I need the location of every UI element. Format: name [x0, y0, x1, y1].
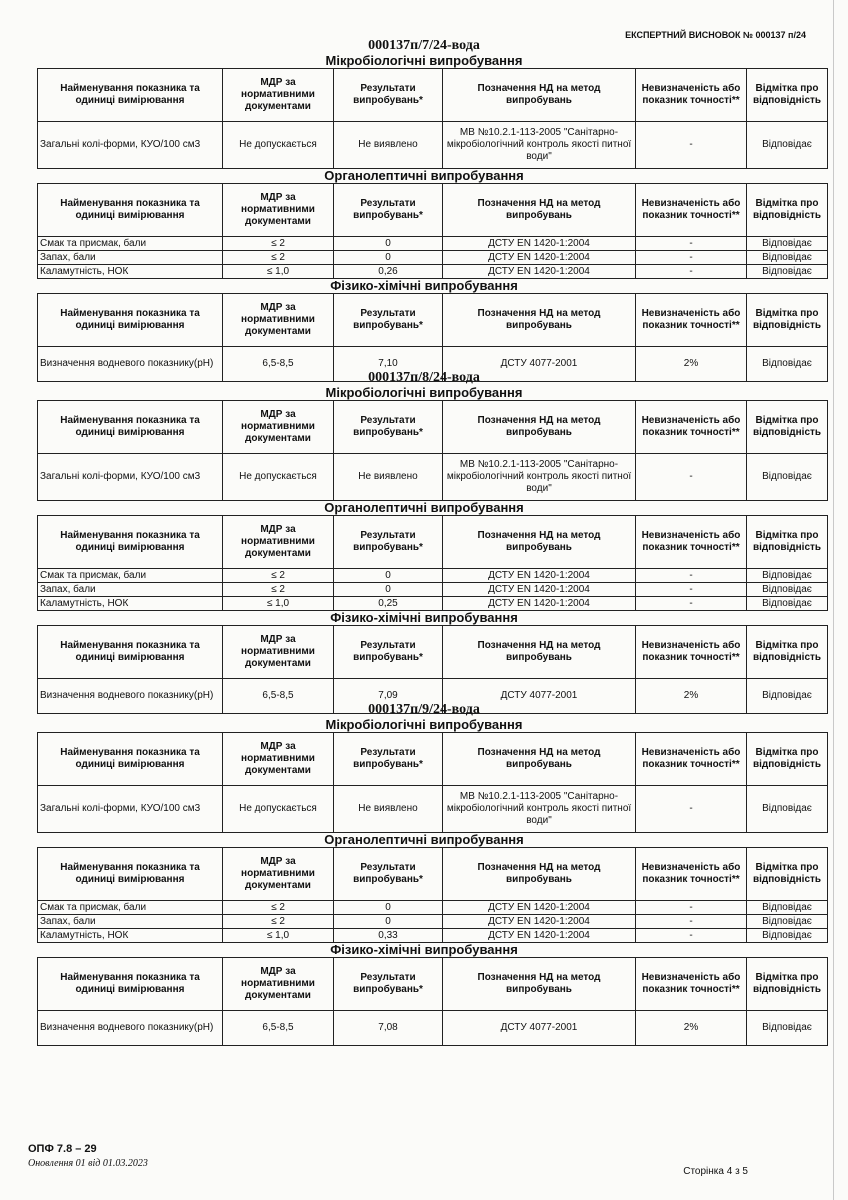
cell-mdr: 6,5-8,5	[223, 347, 334, 382]
column-header: Позначення НД на метод випробувань	[443, 184, 636, 237]
cell-mark: Відповідає	[747, 454, 828, 501]
cell-mark: Відповідає	[747, 122, 828, 169]
cell-method: ДСТУ 4077-2001	[443, 1011, 636, 1046]
cell-uncert: 2%	[636, 347, 747, 382]
organo-section-title: Органолептичні випробування	[324, 168, 524, 183]
cell-mark: Відповідає	[747, 583, 828, 597]
cell-uncert: -	[636, 901, 747, 915]
cell-result: 0	[334, 251, 443, 265]
cell-mdr: ≤ 1,0	[223, 597, 334, 611]
column-header: Невизначеність або показник точності**	[636, 516, 747, 569]
table-header-row	[38, 184, 828, 237]
physchem-table	[37, 625, 828, 714]
column-header: Найменування показника та одиниці вимірювання	[38, 516, 223, 569]
cell-name: Запах, бали	[38, 915, 223, 929]
column-header: Невизначеність або показник точності**	[636, 848, 747, 901]
column-header: Позначення НД на метод випробувань	[443, 294, 636, 347]
cell-result: 0	[334, 237, 443, 251]
physchem-section-title: Фізико-хімічні випробування	[330, 942, 518, 957]
cell-method: ДСТУ EN 1420-1:2004	[443, 929, 636, 943]
footer-form-code: ОПФ 7.8 – 29	[28, 1143, 97, 1155]
sample-title: 000137п/7/24-вода	[368, 38, 480, 53]
cell-name: Каламутність, НОК	[38, 265, 223, 279]
column-header: Результати випробувань*	[334, 626, 443, 679]
organo-table	[37, 515, 828, 611]
cell-mark: Відповідає	[747, 929, 828, 943]
cell-name: Каламутність, НОК	[38, 597, 223, 611]
cell-result: Не виявлено	[334, 122, 443, 169]
cell-name: Визначення водневого показнику(pH)	[38, 347, 223, 382]
physchem-section-title: Фізико-хімічні випробування	[330, 278, 518, 293]
cell-uncert: -	[636, 583, 747, 597]
table-row	[38, 901, 828, 915]
cell-method: ДСТУ 4077-2001	[443, 679, 636, 714]
cell-mdr: ≤ 2	[223, 251, 334, 265]
cell-mdr: Не допускається	[223, 786, 334, 833]
column-header: Результати випробувань*	[334, 184, 443, 237]
cell-mark: Відповідає	[747, 901, 828, 915]
cell-result: Не виявлено	[334, 786, 443, 833]
cell-result: 0,33	[334, 929, 443, 943]
cell-mdr: ≤ 1,0	[223, 265, 334, 279]
table-header-row	[38, 516, 828, 569]
cell-method: ДСТУ EN 1420-1:2004	[443, 265, 636, 279]
sample-title: 000137п/9/24-вода	[368, 702, 480, 717]
column-header: Невизначеність або показник точності**	[636, 958, 747, 1011]
table-row	[38, 597, 828, 611]
column-header: МДР за нормативними документами	[223, 958, 334, 1011]
column-header: Невизначеність або показник точності**	[636, 69, 747, 122]
cell-mdr: ≤ 2	[223, 583, 334, 597]
micro-section-title: Мікробіологічні випробування	[325, 53, 523, 68]
physchem-table	[37, 957, 828, 1046]
cell-mark: Відповідає	[747, 597, 828, 611]
table-row	[38, 1011, 828, 1046]
sample-block	[0, 702, 848, 1046]
column-header: МДР за нормативними документами	[223, 184, 334, 237]
column-header: Найменування показника та одиниці вимірювання	[38, 958, 223, 1011]
cell-mark: Відповідає	[747, 265, 828, 279]
cell-name: Визначення водневого показнику(pH)	[38, 679, 223, 714]
column-header: Найменування показника та одиниці вимірювання	[38, 733, 223, 786]
cell-mdr: Не допускається	[223, 122, 334, 169]
column-header: Результати випробувань*	[334, 69, 443, 122]
column-header: Найменування показника та одиниці вимірювання	[38, 294, 223, 347]
cell-result: 7,10	[334, 347, 443, 382]
table-header-row	[38, 294, 828, 347]
column-header: Результати випробувань*	[334, 733, 443, 786]
column-header: Результати випробувань*	[334, 516, 443, 569]
cell-mdr: ≤ 2	[223, 901, 334, 915]
column-header: Результати випробувань*	[334, 958, 443, 1011]
cell-method: ДСТУ 4077-2001	[443, 347, 636, 382]
column-header: Відмітка про відповідність	[747, 401, 828, 454]
cell-name: Загальні колі-форми, КУО/100 см3	[38, 786, 223, 833]
column-header: МДР за нормативними документами	[223, 401, 334, 454]
footer-update-note: Оновлення 01 від 01.03.2023	[28, 1158, 148, 1169]
column-header: Найменування показника та одиниці вимірювання	[38, 848, 223, 901]
cell-mark: Відповідає	[747, 347, 828, 382]
cell-uncert: -	[636, 569, 747, 583]
organo-section-title: Органолептичні випробування	[324, 500, 524, 515]
cell-name: Запах, бали	[38, 583, 223, 597]
table-row	[38, 929, 828, 943]
cell-mdr: ≤ 2	[223, 569, 334, 583]
cell-name: Загальні колі-форми, КУО/100 см3	[38, 454, 223, 501]
cell-name: Визначення водневого показнику(pH)	[38, 1011, 223, 1046]
table-row	[38, 122, 828, 169]
table-row	[38, 569, 828, 583]
column-header: Невизначеність або показник точності**	[636, 626, 747, 679]
table-row	[38, 237, 828, 251]
cell-uncert: -	[636, 237, 747, 251]
cell-result: 0	[334, 915, 443, 929]
cell-mark: Відповідає	[747, 1011, 828, 1046]
cell-result: 0,26	[334, 265, 443, 279]
column-header: МДР за нормативними документами	[223, 69, 334, 122]
table-header-row	[38, 626, 828, 679]
micro-table	[37, 68, 828, 169]
table-row	[38, 786, 828, 833]
cell-name: Запах, бали	[38, 251, 223, 265]
page-number: Сторінка 4 з 5	[683, 1166, 748, 1177]
sample-title: 000137п/8/24-вода	[368, 370, 480, 385]
cell-result: 7,09	[334, 679, 443, 714]
organo-section-title: Органолептичні випробування	[324, 832, 524, 847]
column-header: Результати випробувань*	[334, 848, 443, 901]
cell-mdr: ≤ 2	[223, 915, 334, 929]
cell-uncert: -	[636, 786, 747, 833]
cell-name: Смак та присмак, бали	[38, 569, 223, 583]
cell-uncert: 2%	[636, 679, 747, 714]
cell-mark: Відповідає	[747, 251, 828, 265]
column-header: Позначення НД на метод випробувань	[443, 69, 636, 122]
column-header: Найменування показника та одиниці вимірювання	[38, 184, 223, 237]
cell-result: 0	[334, 583, 443, 597]
cell-uncert: -	[636, 265, 747, 279]
organo-table	[37, 847, 828, 943]
column-header: Найменування показника та одиниці вимірювання	[38, 626, 223, 679]
cell-uncert: -	[636, 122, 747, 169]
column-header: Відмітка про відповідність	[747, 294, 828, 347]
table-header-row	[38, 958, 828, 1011]
cell-result: 0,25	[334, 597, 443, 611]
column-header: Відмітка про відповідність	[747, 958, 828, 1011]
cell-name: Смак та присмак, бали	[38, 901, 223, 915]
column-header: Позначення НД на метод випробувань	[443, 733, 636, 786]
table-row	[38, 251, 828, 265]
cell-mark: Відповідає	[747, 679, 828, 714]
cell-result: 0	[334, 901, 443, 915]
cell-mark: Відповідає	[747, 569, 828, 583]
cell-method: ДСТУ EN 1420-1:2004	[443, 915, 636, 929]
cell-mark: Відповідає	[747, 237, 828, 251]
cell-method: ДСТУ EN 1420-1:2004	[443, 237, 636, 251]
column-header: Результати випробувань*	[334, 294, 443, 347]
cell-uncert: -	[636, 915, 747, 929]
column-header: Відмітка про відповідність	[747, 184, 828, 237]
column-header: МДР за нормативними документами	[223, 848, 334, 901]
column-header: МДР за нормативними документами	[223, 294, 334, 347]
cell-method: МВ №10.2.1-113-2005 "Санітарно-мікробіологічний контроль якості питної води"	[443, 786, 636, 833]
column-header: Невизначеність або показник точності**	[636, 184, 747, 237]
column-header: Позначення НД на метод випробувань	[443, 401, 636, 454]
table-header-row	[38, 69, 828, 122]
cell-uncert: 2%	[636, 1011, 747, 1046]
cell-name: Смак та присмак, бали	[38, 237, 223, 251]
micro-table	[37, 732, 828, 833]
column-header: Найменування показника та одиниці вимірювання	[38, 69, 223, 122]
column-header: Відмітка про відповідність	[747, 733, 828, 786]
column-header: Невизначеність або показник точності**	[636, 733, 747, 786]
table-header-row	[38, 401, 828, 454]
cell-uncert: -	[636, 454, 747, 501]
column-header: Позначення НД на метод випробувань	[443, 516, 636, 569]
sample-block	[0, 370, 848, 714]
column-header: МДР за нормативними документами	[223, 733, 334, 786]
micro-section-title: Мікробіологічні випробування	[325, 385, 523, 400]
organo-table	[37, 183, 828, 279]
cell-method: ДСТУ EN 1420-1:2004	[443, 583, 636, 597]
column-header: Найменування показника та одиниці вимірювання	[38, 401, 223, 454]
column-header: Позначення НД на метод випробувань	[443, 848, 636, 901]
table-row	[38, 915, 828, 929]
column-header: Позначення НД на метод випробувань	[443, 958, 636, 1011]
cell-method: МВ №10.2.1-113-2005 "Санітарно-мікробіологічний контроль якості питної води"	[443, 122, 636, 169]
column-header: Позначення НД на метод випробувань	[443, 626, 636, 679]
micro-table	[37, 400, 828, 501]
cell-mdr: 6,5-8,5	[223, 679, 334, 714]
micro-section-title: Мікробіологічні випробування	[325, 717, 523, 732]
cell-method: ДСТУ EN 1420-1:2004	[443, 597, 636, 611]
cell-mdr: Не допускається	[223, 454, 334, 501]
cell-mark: Відповідає	[747, 915, 828, 929]
cell-uncert: -	[636, 929, 747, 943]
column-header: МДР за нормативними документами	[223, 626, 334, 679]
column-header: МДР за нормативними документами	[223, 516, 334, 569]
column-header: Результати випробувань*	[334, 401, 443, 454]
table-row	[38, 583, 828, 597]
cell-mark: Відповідає	[747, 786, 828, 833]
table-header-row	[38, 848, 828, 901]
cell-method: МВ №10.2.1-113-2005 "Санітарно-мікробіологічний контроль якості питної води"	[443, 454, 636, 501]
document-reference: ЕКСПЕРТНИЙ ВИСНОВОК № 000137 п/24	[625, 30, 806, 40]
cell-result: 0	[334, 569, 443, 583]
column-header: Відмітка про відповідність	[747, 626, 828, 679]
column-header: Відмітка про відповідність	[747, 69, 828, 122]
column-header: Відмітка про відповідність	[747, 848, 828, 901]
cell-result: 7,08	[334, 1011, 443, 1046]
cell-name: Загальні колі-форми, КУО/100 см3	[38, 122, 223, 169]
cell-uncert: -	[636, 251, 747, 265]
column-header: Невизначеність або показник точності**	[636, 294, 747, 347]
cell-method: ДСТУ EN 1420-1:2004	[443, 251, 636, 265]
column-header: Відмітка про відповідність	[747, 516, 828, 569]
cell-mdr: ≤ 2	[223, 237, 334, 251]
cell-mdr: 6,5-8,5	[223, 1011, 334, 1046]
sample-block	[0, 38, 848, 382]
physchem-table	[37, 293, 828, 382]
cell-mdr: ≤ 1,0	[223, 929, 334, 943]
column-header: Невизначеність або показник точності**	[636, 401, 747, 454]
table-header-row	[38, 733, 828, 786]
table-row	[38, 454, 828, 501]
cell-method: ДСТУ EN 1420-1:2004	[443, 569, 636, 583]
physchem-section-title: Фізико-хімічні випробування	[330, 610, 518, 625]
cell-uncert: -	[636, 597, 747, 611]
cell-name: Каламутність, НОК	[38, 929, 223, 943]
table-row	[38, 265, 828, 279]
cell-result: Не виявлено	[334, 454, 443, 501]
cell-method: ДСТУ EN 1420-1:2004	[443, 901, 636, 915]
